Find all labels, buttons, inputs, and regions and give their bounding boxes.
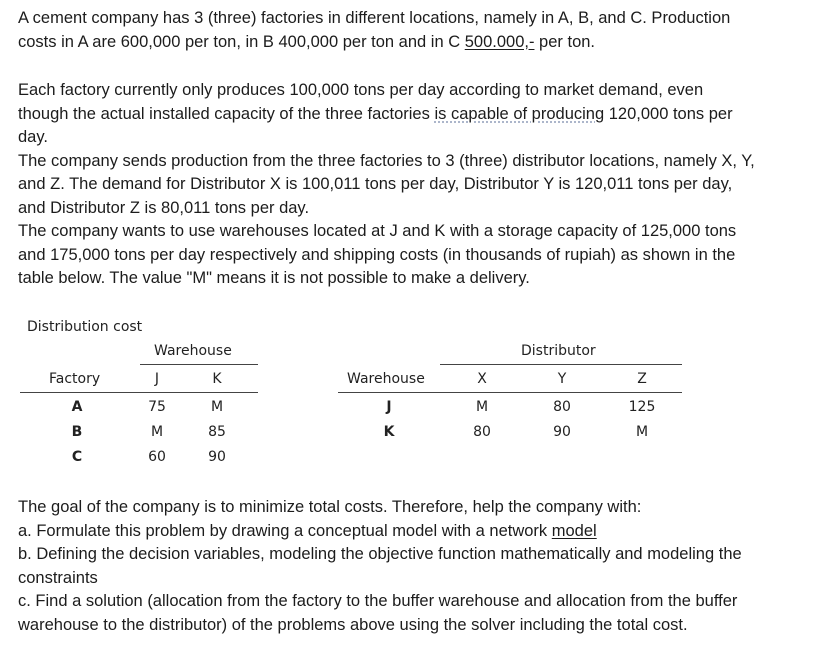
cell-j-y: 80	[553, 399, 571, 415]
question-a: a. Formulate this problem by drawing a conceptual model with a network model	[18, 521, 597, 540]
factory-column-header: Factory	[49, 371, 101, 387]
questions-intro: The goal of the company is to minimize total costs. Therefore, help the company with:	[18, 498, 642, 516]
details-line-4: The company sends production from the three factories to 3 (three) distributor locations, namely X, Y,	[18, 151, 755, 170]
question-b-line-1: b. Defining the decision variables, modeling the objective function mathematically and modeling the	[18, 545, 742, 563]
cell-c-j: 60	[148, 449, 166, 465]
details-paragraph	[18, 79, 826, 291]
row-label-a: A	[71, 399, 83, 415]
row-label-k: K	[383, 424, 395, 440]
header-rule	[20, 392, 258, 393]
row-label-b: B	[71, 424, 83, 440]
header-rule-2	[338, 392, 682, 393]
row-label-j: J	[386, 399, 392, 415]
questions-paragraph	[18, 496, 826, 637]
question-b-line-2: constraints	[18, 568, 98, 587]
cell-b-k: 85	[208, 424, 226, 440]
cell-j-x: M	[475, 399, 489, 415]
underlined-amount: 500.000,-	[464, 32, 535, 51]
spellcheck-underline: is capable of producing	[434, 104, 605, 123]
details-line-9: table below. The value "M" means it is not possible to make a delivery.	[18, 269, 530, 287]
group-header-rule	[140, 364, 258, 365]
intro-line-1: A cement company has 3 (three) factories in different locations, namely in A, B, and C. Production	[18, 9, 731, 27]
cell-c-k: 90	[208, 449, 226, 465]
group-header-rule-2	[440, 364, 682, 365]
column-header-k: K	[212, 371, 222, 387]
details-line-5: and Z. The demand for Distributor X is 100,011 tons per day, Distributor Y is 120,011 tons per day,	[18, 175, 733, 193]
column-header-y: Y	[557, 371, 567, 387]
cell-k-y: 90	[553, 424, 571, 440]
question-c-line-2: warehouse to the distributor) of the problems above using the solver including the total cost.	[18, 615, 688, 634]
intro-paragraph	[18, 7, 826, 54]
column-header-z: Z	[637, 371, 647, 387]
cell-b-j: M	[150, 424, 164, 440]
warehouse-group-header: Warehouse	[154, 343, 232, 359]
question-c-line-1: c. Find a solution (allocation from the factory to the buffer warehouse and allocation from the buffer	[18, 592, 738, 610]
details-line-6: and Distributor Z is 80,011 tons per day.	[18, 198, 310, 217]
warehouse-column-header: Warehouse	[347, 371, 425, 387]
underlined-word: model	[551, 521, 597, 540]
cell-k-x: 80	[473, 424, 491, 440]
distributor-group-header: Distributor	[521, 343, 596, 359]
cell-a-j: 75	[148, 399, 166, 415]
row-label-c: C	[71, 449, 83, 465]
column-header-x: X	[477, 371, 487, 387]
cell-a-k: M	[210, 399, 224, 415]
details-line-7: The company wants to use warehouses located at J and K with a storage capacity of 125,000 tons	[18, 222, 737, 240]
cell-k-z: M	[635, 424, 649, 440]
intro-line-2: costs in A are 600,000 per ton, in B 400,000 per ton and in C 500.000,- per ton.	[18, 32, 596, 51]
details-line-8: and 175,000 tons per day respectively and shipping costs (in thousands of rupiah) as shown in the	[18, 245, 736, 264]
cell-j-z: 125	[628, 399, 656, 415]
table-caption: Distribution cost	[27, 319, 143, 335]
column-header-j: J	[154, 371, 160, 387]
details-line-1: Each factory currently only produces 100,000 tons per day according to market demand, even	[18, 81, 704, 99]
details-line-2: though the actual installed capacity of the three factories is capable of producing 120,000 tons per	[18, 104, 733, 123]
details-line-3: day.	[18, 128, 48, 146]
